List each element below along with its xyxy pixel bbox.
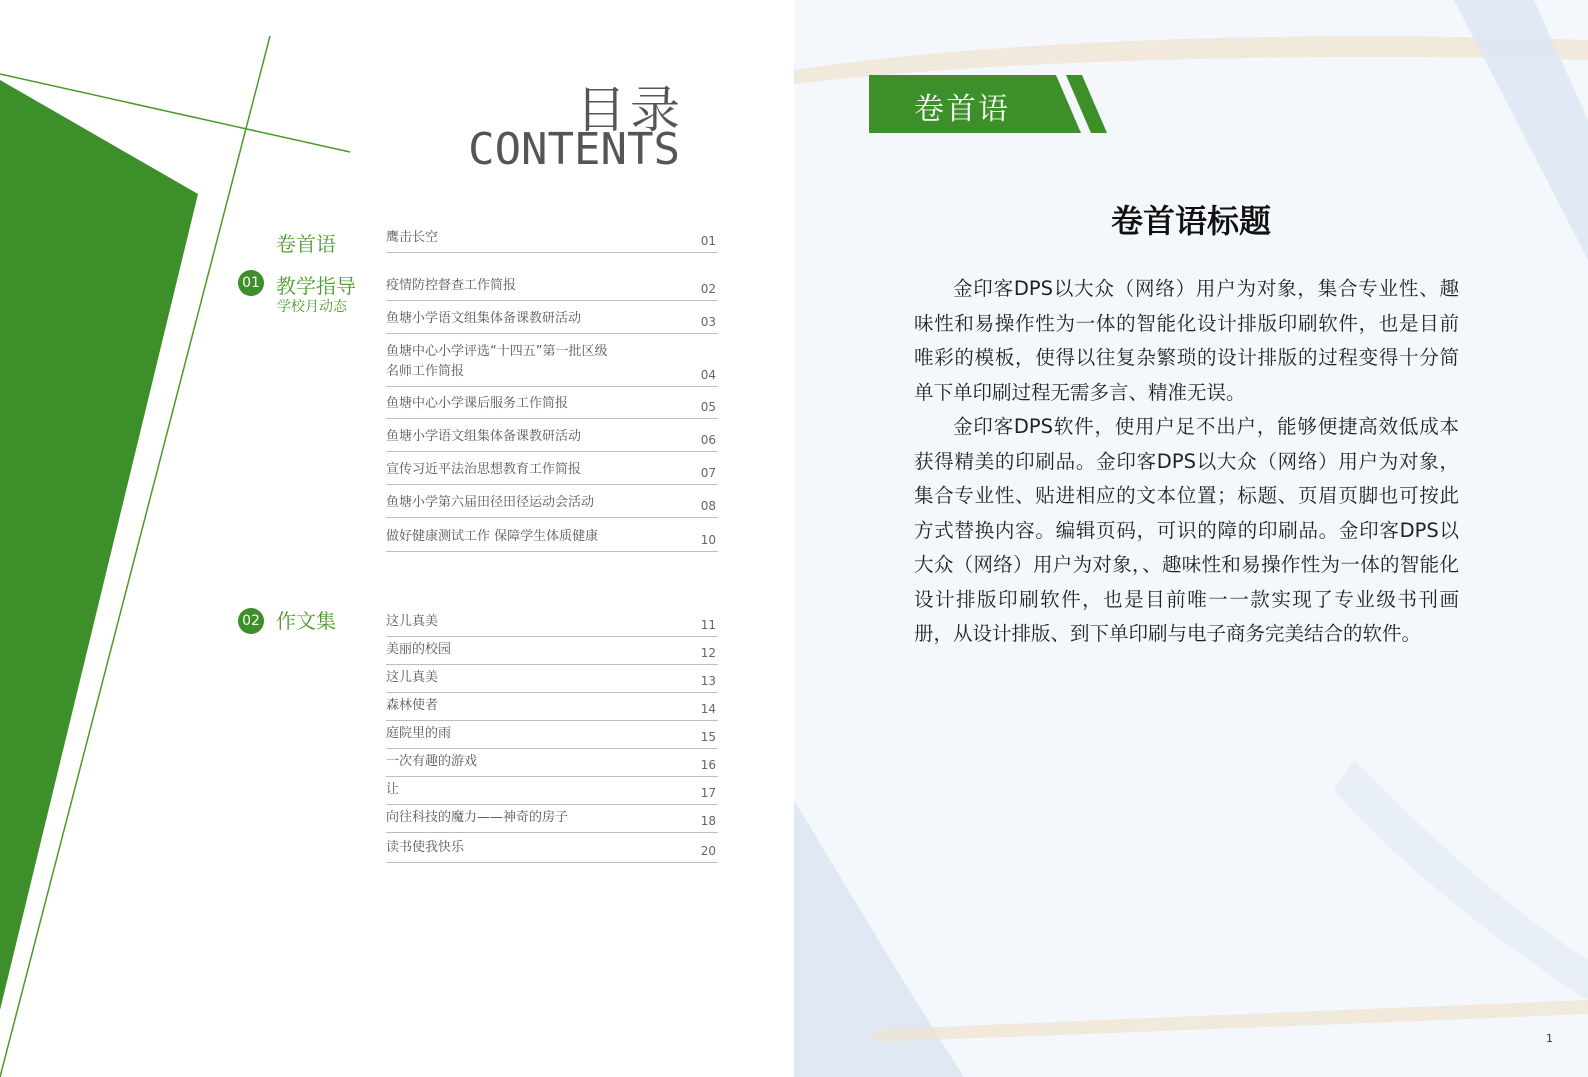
toc-item-page: 08 bbox=[700, 499, 716, 513]
section-sublabel-teaching: 学校月动态 bbox=[277, 299, 347, 315]
toc-item-title: 疫情防控督查工作简报 bbox=[386, 278, 517, 293]
toc-item-title: 一次有趣的游戏 bbox=[386, 754, 478, 769]
toc-item-page: 12 bbox=[700, 646, 716, 660]
toc-item-page: 16 bbox=[700, 758, 716, 772]
toc-item-page: 02 bbox=[700, 282, 716, 296]
article-paragraph: 金印客DPS以大众（网络）用户为对象，集合专业性、趣味性和易操作性为一体的智能化设计排版印刷软件，也是目前唯彩的模板，使得以往复杂繁琐的设计排版的过程变得十分简单下单印刷过程无需多言、精准无误。 bbox=[914, 277, 1459, 404]
section-label-foreword: 卷首语 bbox=[276, 232, 336, 256]
toc-row[interactable] bbox=[386, 608, 718, 637]
toc-row[interactable] bbox=[386, 451, 718, 485]
toc-item-page: 17 bbox=[700, 786, 716, 800]
toc-item-page: 10 bbox=[700, 533, 716, 547]
toc-row[interactable] bbox=[386, 418, 718, 452]
toc-item-page: 20 bbox=[700, 844, 716, 858]
toc-item-title: 这儿真美 bbox=[386, 614, 439, 629]
toc-item-title: 让 bbox=[386, 782, 400, 797]
toc-item-page: 18 bbox=[700, 814, 716, 828]
foreword-page bbox=[794, 0, 1588, 1077]
toc-item-page: 11 bbox=[700, 618, 716, 632]
toc-row[interactable] bbox=[386, 664, 718, 693]
green-triangle-shape bbox=[0, 80, 198, 1010]
brush-stroke-right bbox=[1334, 760, 1588, 1000]
brush-stroke-bottom bbox=[874, 1000, 1588, 1042]
toc-item-title: 这儿真美 bbox=[386, 670, 439, 685]
toc-item-title: 读书使我快乐 bbox=[386, 840, 465, 855]
toc-item-page: 15 bbox=[700, 730, 716, 744]
toc-item-title: 美丽的校园 bbox=[386, 642, 452, 657]
toc-row[interactable] bbox=[386, 484, 718, 518]
toc-item-page: 01 bbox=[700, 234, 716, 248]
toc-item-page: 13 bbox=[700, 674, 716, 688]
toc-item-title: 鱼塘小学语文组集体备课教研活动 bbox=[386, 311, 582, 326]
toc-item-title: 向往科技的魔力——神奇的房子 bbox=[386, 810, 569, 825]
toc-item-page: 05 bbox=[700, 400, 716, 414]
article-title: 卷首语标题 bbox=[1110, 202, 1271, 240]
section-label-teaching: 教学指导 bbox=[276, 274, 356, 298]
toc-item-title: 鱼塘小学第六届田径田径运动会活动 bbox=[386, 495, 595, 510]
contents-title-cn: 目录 bbox=[576, 81, 684, 139]
toc-row[interactable] bbox=[386, 720, 718, 749]
toc-item-title: 鹰击长空 bbox=[386, 230, 439, 245]
toc-item-page: 14 bbox=[700, 702, 716, 716]
toc-item-page: 03 bbox=[700, 315, 716, 329]
toc-row[interactable] bbox=[386, 776, 718, 805]
page-number: 1 bbox=[1546, 1032, 1553, 1045]
article-body bbox=[914, 272, 1459, 652]
toc-row[interactable] bbox=[386, 517, 718, 552]
toc-item-title: 做好健康测试工作 保障学生体质健康 bbox=[386, 529, 599, 544]
toc-row[interactable] bbox=[386, 748, 718, 777]
toc-row[interactable] bbox=[386, 333, 718, 387]
toc-item-title: 森林使者 bbox=[386, 698, 439, 713]
toc-row[interactable] bbox=[386, 386, 718, 419]
toc-row[interactable] bbox=[386, 804, 718, 833]
toc-item-title: 鱼塘中心小学课后服务工作简报 bbox=[386, 396, 569, 411]
toc-row[interactable] bbox=[386, 636, 718, 665]
toc-item-page: 07 bbox=[700, 466, 716, 480]
toc-item-page: 06 bbox=[700, 433, 716, 447]
banner-label: 卷首语 bbox=[914, 92, 1010, 127]
article-paragraph: 金印客DPS软件，使用户足不出户，能够便捷高效低成本获得精美的印刷品。金印客DPS以大众（网络）用户为对象，集合专业性、贴进相应的文本位置；标题、页眉页脚也可按此方式替换内容。编辑页码，可识的障的印刷品。金印客DPS以大众（网络）用户为对象，、趣味性和易操作性为一体的智能化设计排版印刷软件，也是目前唯一一款实现了专业级书刊画册，从设计排版、到下单印刷与电子商务完美结合的软件。 bbox=[914, 415, 1459, 645]
toc-item-title: 鱼塘中心小学评选“十四五”第一批区级 名师工作简报 bbox=[386, 344, 608, 379]
section-number-badge: 01 bbox=[238, 270, 264, 296]
toc-item-title: 宣传习近平法治思想教育工作简报 bbox=[386, 462, 582, 477]
toc-row[interactable] bbox=[386, 300, 718, 334]
section-label-essays: 作文集 bbox=[276, 609, 336, 633]
toc-row[interactable] bbox=[386, 224, 718, 253]
toc-row[interactable] bbox=[386, 692, 718, 721]
toc-item-title: 庭院里的雨 bbox=[386, 726, 452, 741]
contents-title-en: CONTENTS bbox=[468, 124, 680, 175]
toc-item-title: 鱼塘小学语文组集体备课教研活动 bbox=[386, 429, 582, 444]
toc-row[interactable] bbox=[386, 832, 718, 863]
toc-row[interactable] bbox=[386, 268, 718, 301]
toc-item-page: 04 bbox=[700, 368, 716, 382]
section-number-badge: 02 bbox=[238, 608, 264, 634]
